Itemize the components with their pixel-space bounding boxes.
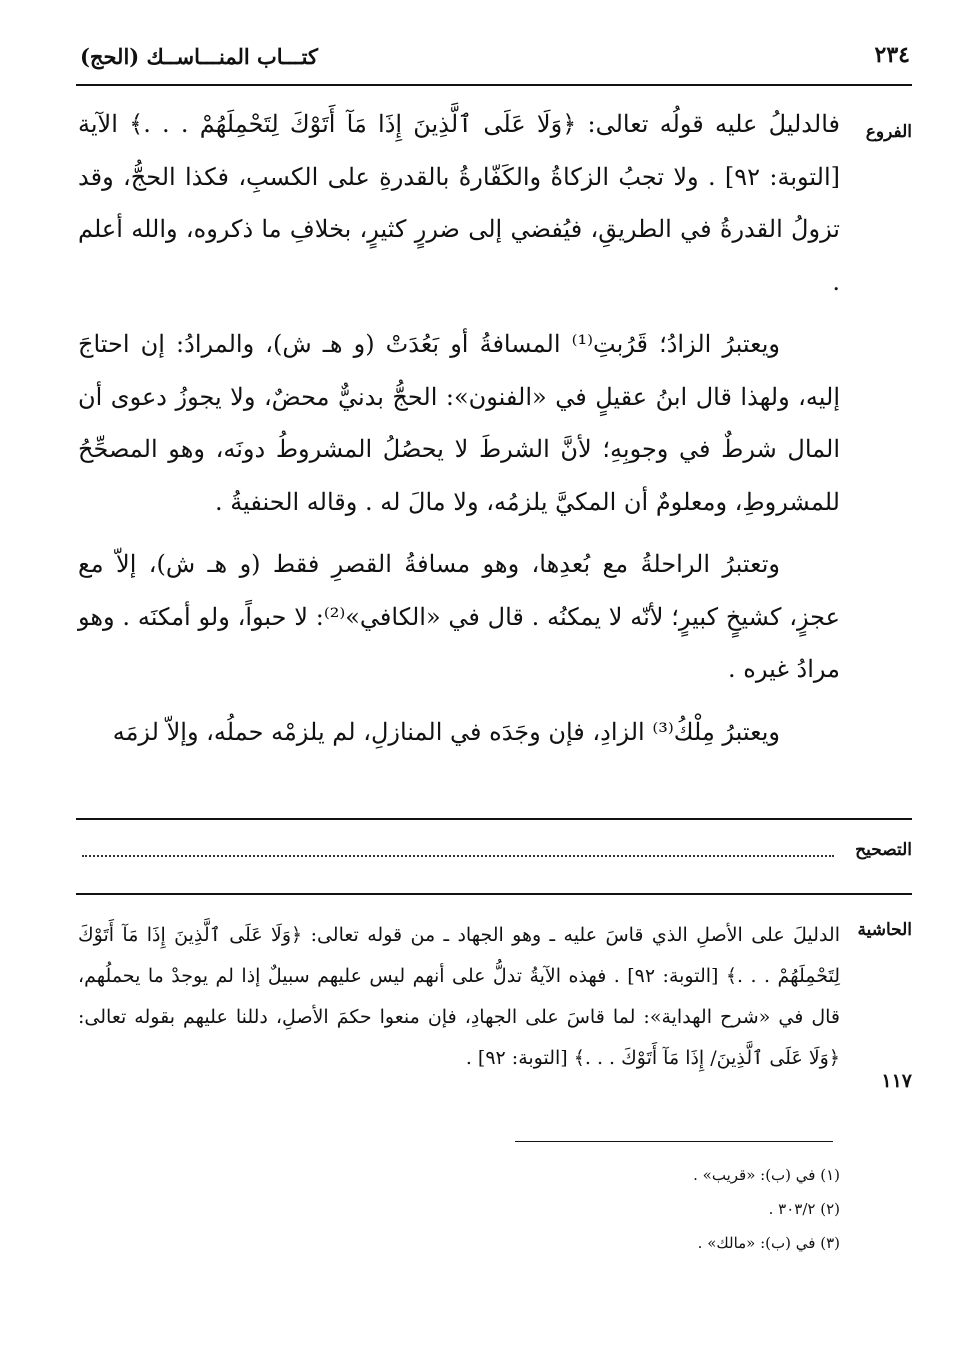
main-paragraph: فالدليلُ عليه قولُه تعالى: ﴿وَلَا عَلَى ٱلَّذِينَ إِذَا مَآ أَتَوْكَ لِتَحْمِلَهُمْ . . .﴾ الآية [التوبة: ٩٢] . ولا تجبُ الزكاةُ والكَفّارةُ بالقدرةِ على الكسبِ، فكذا الحجُّ، وقد تزولُ القدرةُ في الطريقِ، فيُفضي إلى ضررٍ كثيرٍ، بخلافِ ما ذكروه، والله أعلم . (78, 110, 840, 296)
main-paragraph: ويعتبرُ الزادُ؛ قَرُبتِ⁽¹⁾ المسافةُ أو بَعُدَتْ (و هـ ش)، والمرادُ: إن احتاجَ إليه، ولهذا قال ابنُ عقيلٍ في «الفنون»: الحجُّ بدنيٌّ محضٌ، ولا يجوزُ دعوى أن المال شرطٌ في وجوبِهِ؛ لأنَّ الشرطَ لا يحصُلُ المشروطُ دونَه، وهو المصحِّحُ للمشروطِ، ومعلومٌ أن المكيَّ يلزمُه، ولا مالَ له . وقاله الحنفيةُ . (78, 330, 840, 516)
hashiya-text (78, 915, 840, 1079)
hashiya-paragraph: الدليلَ على الأصلِ الذي قاسَ عليه ـ وهو الجهاد ـ من قوله تعالى: ﴿وَلَا عَلَى ٱلَّذِينَ إِذَا مَآ أَتَوْكَ لِتَحْمِلَهُمْ . . .﴾ [التوبة: ٩٢] . فهذه الآيةُ تدلُّ على أنهم ليس عليهم سبيلٌ إذا لم يوجدْ ما يحملُهم، قال في «شرح الهداية»: لما قاسَ على الجهادِ، فإن منعوا حكمَ الأصلِ، دللنا عليهم بقوله تعالى: ﴿وَلَا عَلَى ٱلَّذِينَ/ إِذَا مَآ أَتَوْكَ . . .﴾ [التوبة: ٩٢] . (78, 924, 841, 1069)
original-page-marker: ١١٧ (881, 1070, 912, 1092)
tashih-dotted-line (82, 855, 834, 857)
label-hashiya: الحاشية (857, 920, 912, 940)
footnote: (١) في (ب): «قريب» . (693, 1166, 840, 1184)
header-rule (76, 84, 912, 86)
page-number: ٢٣٤ (874, 42, 910, 68)
section-rule (76, 818, 912, 820)
footnote: (٣) في (ب): «مالك» . (697, 1234, 840, 1252)
page-header (80, 42, 910, 78)
footnote: (٢) ٣٠٣/٢ . (768, 1200, 840, 1218)
label-furu: الفروع (865, 122, 912, 142)
footnote-rule (515, 1141, 833, 1142)
label-tashih: التصحيح (855, 840, 912, 860)
section-rule (76, 893, 912, 895)
main-text (78, 98, 840, 768)
main-paragraph: ويعتبرُ مِلْكُ⁽³⁾ الزادِ، فإن وجَدَه في المنازلِ، لم يلزمْه حملُه، وإلاّ لزمَه (112, 717, 780, 746)
running-title: كتـــاب المنـــاســك (الحج) (80, 44, 318, 69)
main-paragraph: وتعتبرُ الراحلةُ مع بُعدِها، وهو مسافةُ القصرِ فقط (و هـ ش)، إلاّ مع عجزٍ، كشيخٍ كبيرٍ؛ لأنّه لا يمكنُه . قال في «الكافي»⁽²⁾: لا حبواً، ولو أمكنَه . وهو مرادُ غيره . (78, 550, 840, 683)
footnotes (520, 1158, 840, 1260)
